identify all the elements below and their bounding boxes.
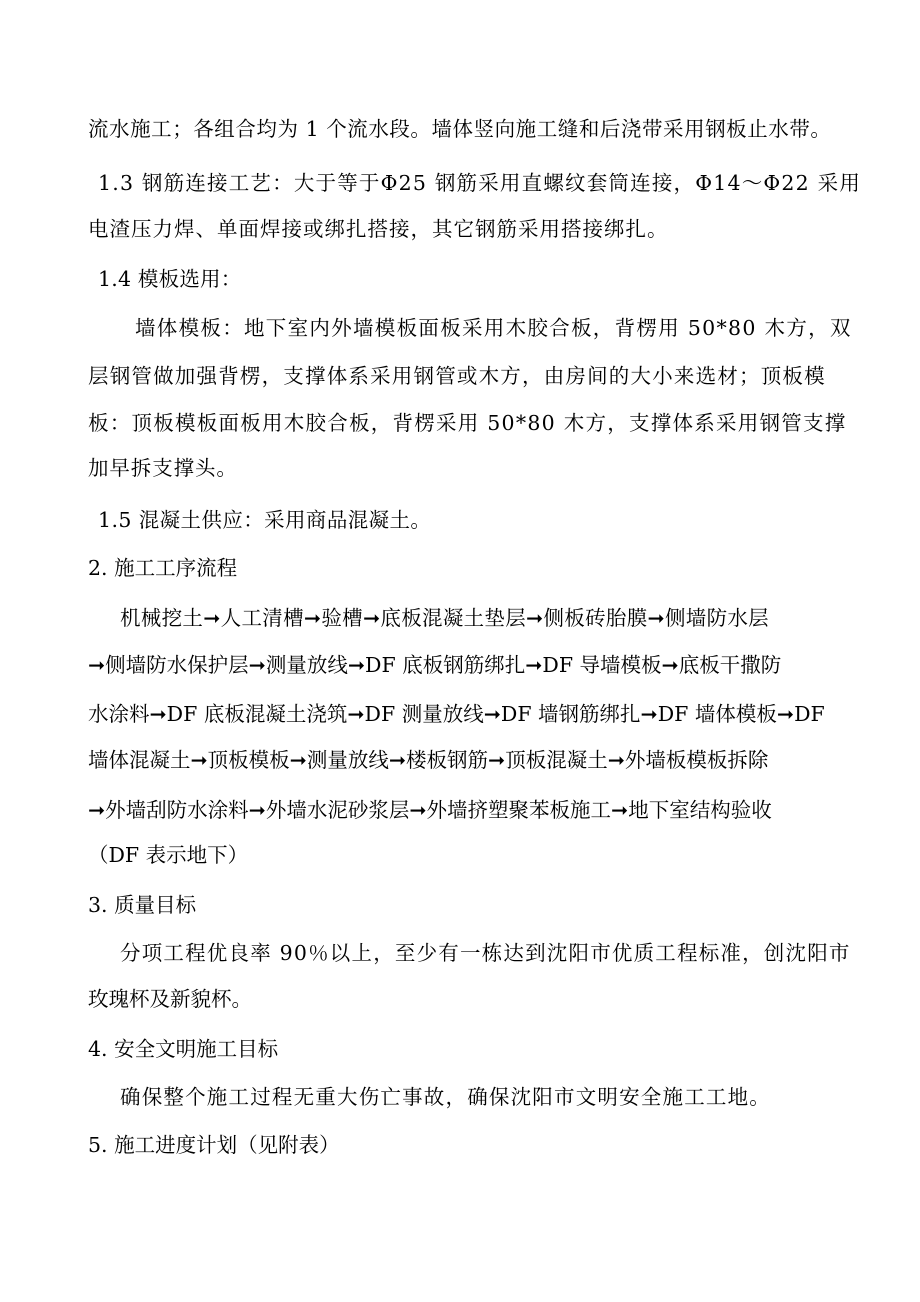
process-flow-note: （DF 表示地下）: [88, 843, 249, 867]
paragraph-line: 流水施工；各组合均为 1 个流水段。墙体竖向施工缝和后浇带采用钢板止水带。: [88, 117, 832, 141]
paragraph-line: 玫瑰杯及新貌杯。: [88, 987, 252, 1011]
paragraph-line: 墙体模板：地下室内外墙模板面板采用木胶合板，背楞用 50*80 木方，双: [135, 316, 852, 340]
section-heading-1-5: 1.5 混凝土供应：采用商品混凝土。: [98, 508, 432, 532]
section-heading-3: 3. 质量目标: [88, 893, 197, 917]
process-flow-line: ➞外墙刮防水涂料➞外墙水泥砂浆层➞外墙挤塑聚苯板施工➞地下室结构验收: [88, 798, 772, 822]
paragraph-line: 确保整个施工过程无重大伤亡事故，确保沈阳市文明安全施工工地。: [120, 1085, 771, 1109]
paragraph-line: 分项工程优良率 90％以上，至少有一栋达到沈阳市优质工程标准，创沈阳市: [120, 941, 851, 965]
section-heading-2: 2. 施工工序流程: [88, 556, 238, 580]
section-heading-1-3: 1.3 钢筋连接工艺：大于等于Φ25 钢筋采用直螺纹套筒连接，Φ14～Φ22 采用: [98, 171, 862, 195]
paragraph-line: 加早拆支撑头。: [88, 456, 238, 480]
process-flow-line: 水涂料➞DF 底板混凝土浇筑➞DF 测量放线➞DF 墙钢筋绑扎➞DF 墙体模板➞DF: [88, 702, 825, 726]
process-flow-line: 墙体混凝土➞顶板模板➞测量放线➞楼板钢筋➞顶板混凝土➞外墙板模板拆除: [88, 748, 769, 772]
section-heading-1-4: 1.4 模板选用：: [98, 267, 242, 291]
paragraph-line: 板：顶板模板面板用木胶合板，背楞采用 50*80 木方，支撑体系采用钢管支撑: [88, 411, 847, 435]
paragraph-line: 电渣压力焊、单面焊接或绑扎搭接，其它钢筋采用搭接绑扎。: [88, 217, 669, 241]
process-flow-line: ➞侧墙防水保护层➞测量放线➞DF 底板钢筋绑扎➞DF 导墙模板➞底板干撒防: [88, 653, 782, 677]
section-heading-4: 4. 安全文明施工目标: [88, 1037, 279, 1061]
paragraph-line: 层钢管做加强背楞，支撑体系采用钢管或木方，由房间的大小来选材；顶板模: [88, 364, 826, 388]
section-heading-5: 5. 施工进度计划（见附表）: [88, 1133, 340, 1157]
process-flow-line: 机械挖土➞人工清槽➞验槽➞底板混凝土垫层➞侧板砖胎膜➞侧墙防水层: [120, 606, 769, 630]
